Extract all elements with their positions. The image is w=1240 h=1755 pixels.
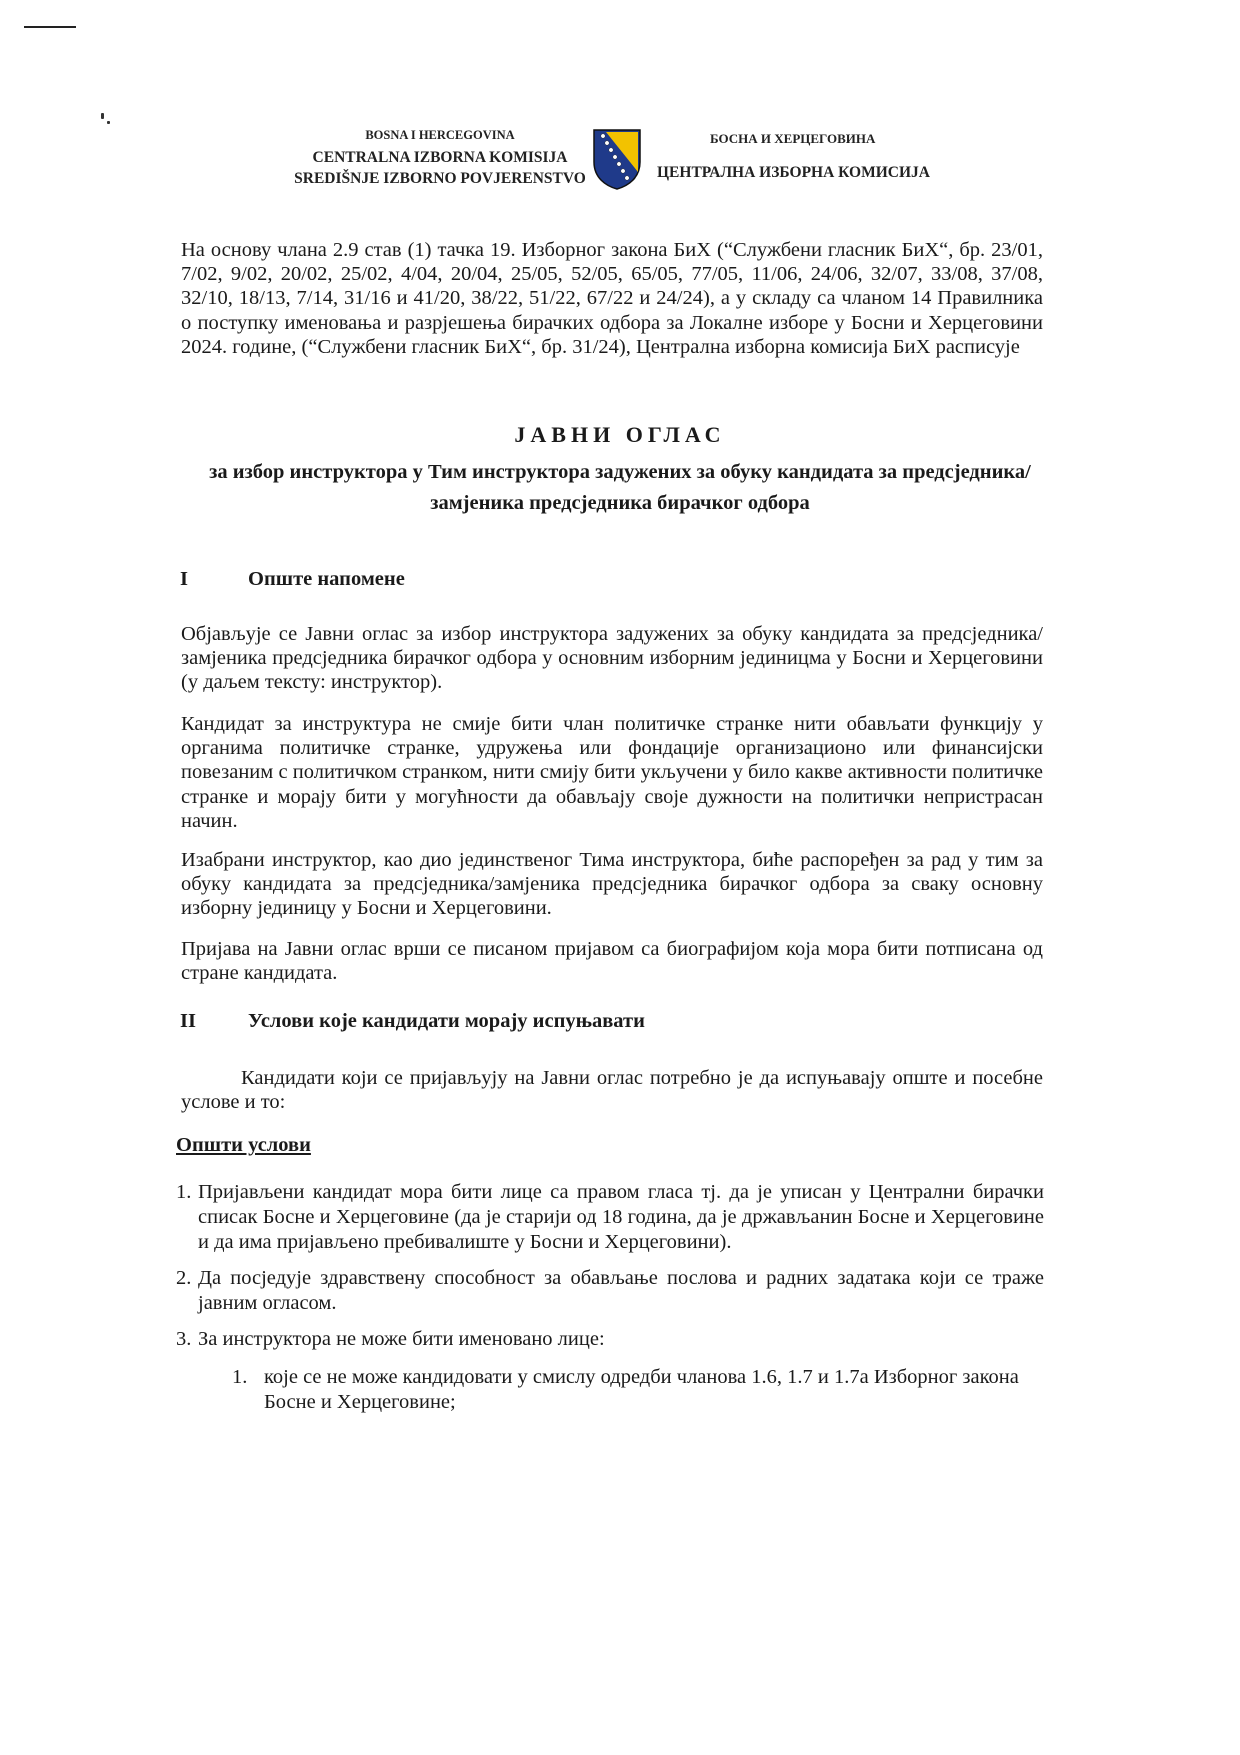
general-conditions-heading: Општи услови — [176, 1134, 311, 1156]
scan-mark — [24, 26, 76, 28]
subitem-number: 1. — [232, 1366, 248, 1388]
section-1-number: I — [180, 568, 188, 590]
condition-number: 1. — [176, 1181, 192, 1203]
scan-speck — [101, 113, 104, 119]
coat-of-arms-icon — [592, 128, 642, 190]
condition-text: За инструктора не може бити именовано лице: — [198, 1328, 605, 1350]
condition-number: 3. — [176, 1328, 192, 1350]
condition-item — [176, 1180, 1044, 1255]
condition-subitem — [232, 1365, 1022, 1415]
section-2-number: II — [180, 1010, 196, 1032]
section-1-paragraph: Кандидат за инструктура не смије бити члан политичке странке нити обављати функцију у органима политичке странке, удружења или фондације организационо или финансијски повезаним с политичком странком, нити смију бити укључени у било какве активности политичке странке и морају бити у могућности да обављају своје дужности на политички непристрасан начин. — [181, 713, 1043, 832]
section-1-paragraph: Изабрани инструктор, као дио јединственог Тима инструктора, биће распоређен за рад у тим за обуку кандидата за предсједника/замјеника предсједника бирачког одбора за сваку основну изборну јединицу у Босни и Херцеговини. — [181, 849, 1043, 920]
letterhead-commission-croatian: SREDIŠNJE IZBORNO POVJERENSTVO — [294, 170, 586, 187]
section-1-paragraph: Пријава на Јавни оглас врши се писаном пријавом са биографијом која мора бити потписана од стране кандидата. — [181, 938, 1043, 985]
condition-item — [176, 1327, 1044, 1352]
letterhead-country-latin: BOSNA I HERCEGOVINA — [365, 128, 515, 142]
document-title: ЈАВНИ ОГЛАС — [514, 422, 726, 447]
section-1-paragraph: Објављује се Јавни оглас за избор инструктора задужених за обуку кандидата за предсједника/замјеника предсједника бирачког одбора у основним изборним јединицма у Босни и Херцеговини (у даљем тексту: инструктор). — [181, 623, 1043, 694]
section-2-intro: Кандидати који се пријављују на Јавни оглас потребно је да испуњавају опште и посебне услове и то: — [181, 1067, 1043, 1114]
document-subtitle: за избор инструктора у Тим инструктора задужених за обуку кандидата за предсједника/замјеника предсједника бирачког одбора — [209, 461, 1031, 514]
condition-text: Да посједује здравствену способност за обављање послова и радних задатака који се траже јавним огласом. — [198, 1267, 1044, 1314]
condition-number: 2. — [176, 1267, 192, 1289]
scan-speck — [107, 121, 110, 124]
intro-paragraph: На основу члана 2.9 став (1) тачка 19. Изборног закона БиХ (“Службени гласник БиХ“, бр. 23/01, 7/02, 9/02, 20/02, 25/02, 4/04, 20/04, 25/05, 52/05, 65/05, 77/05, 11/06, 24/06, 32/07, 33/08, 37/08, 32/10, 18/13, 7/14, 31/16 и 41/20, 38/22, 51/22, 67/22 и 24/24), а у складу са чланом 14 Правилника о поступку именовања и разрјешења бирачких одбора за Локалне изборе у Босни и Херцеговини 2024. године, (“Службени гласник БиХ“, бр. 31/24), Централна изборна комисија БиХ расписује — [181, 239, 1043, 358]
letterhead-commission-latin: CENTRALNA IZBORNA KOMISIJA — [312, 149, 568, 166]
subitem-text: које се не може кандидовати у смислу одредби чланова 1.6, 1.7 и 1.7а Изборног закона Босне и Херцеговине; — [264, 1366, 1019, 1413]
section-2-heading: Услови које кандидати морају испуњавати — [248, 1010, 645, 1032]
section-1-heading: Опште напомене — [248, 568, 405, 590]
letterhead-country-cyrillic: БОСНА И ХЕРЦЕГОВИНА — [710, 131, 876, 146]
letterhead-commission-cyrillic: ЦЕНТРАЛНА ИЗБОРНА КОМИСИЈА — [657, 164, 930, 181]
condition-text: Пријављени кандидат мора бити лице са правом гласа тј. да је уписан у Централни бирачки списак Босне и Херцеговине (да је старији од 18 година, да је држављанин Босне и Херцеговине и да има пријављено пребивалиште у Босни и Херцеговини). — [198, 1181, 1044, 1253]
condition-item — [176, 1266, 1044, 1316]
